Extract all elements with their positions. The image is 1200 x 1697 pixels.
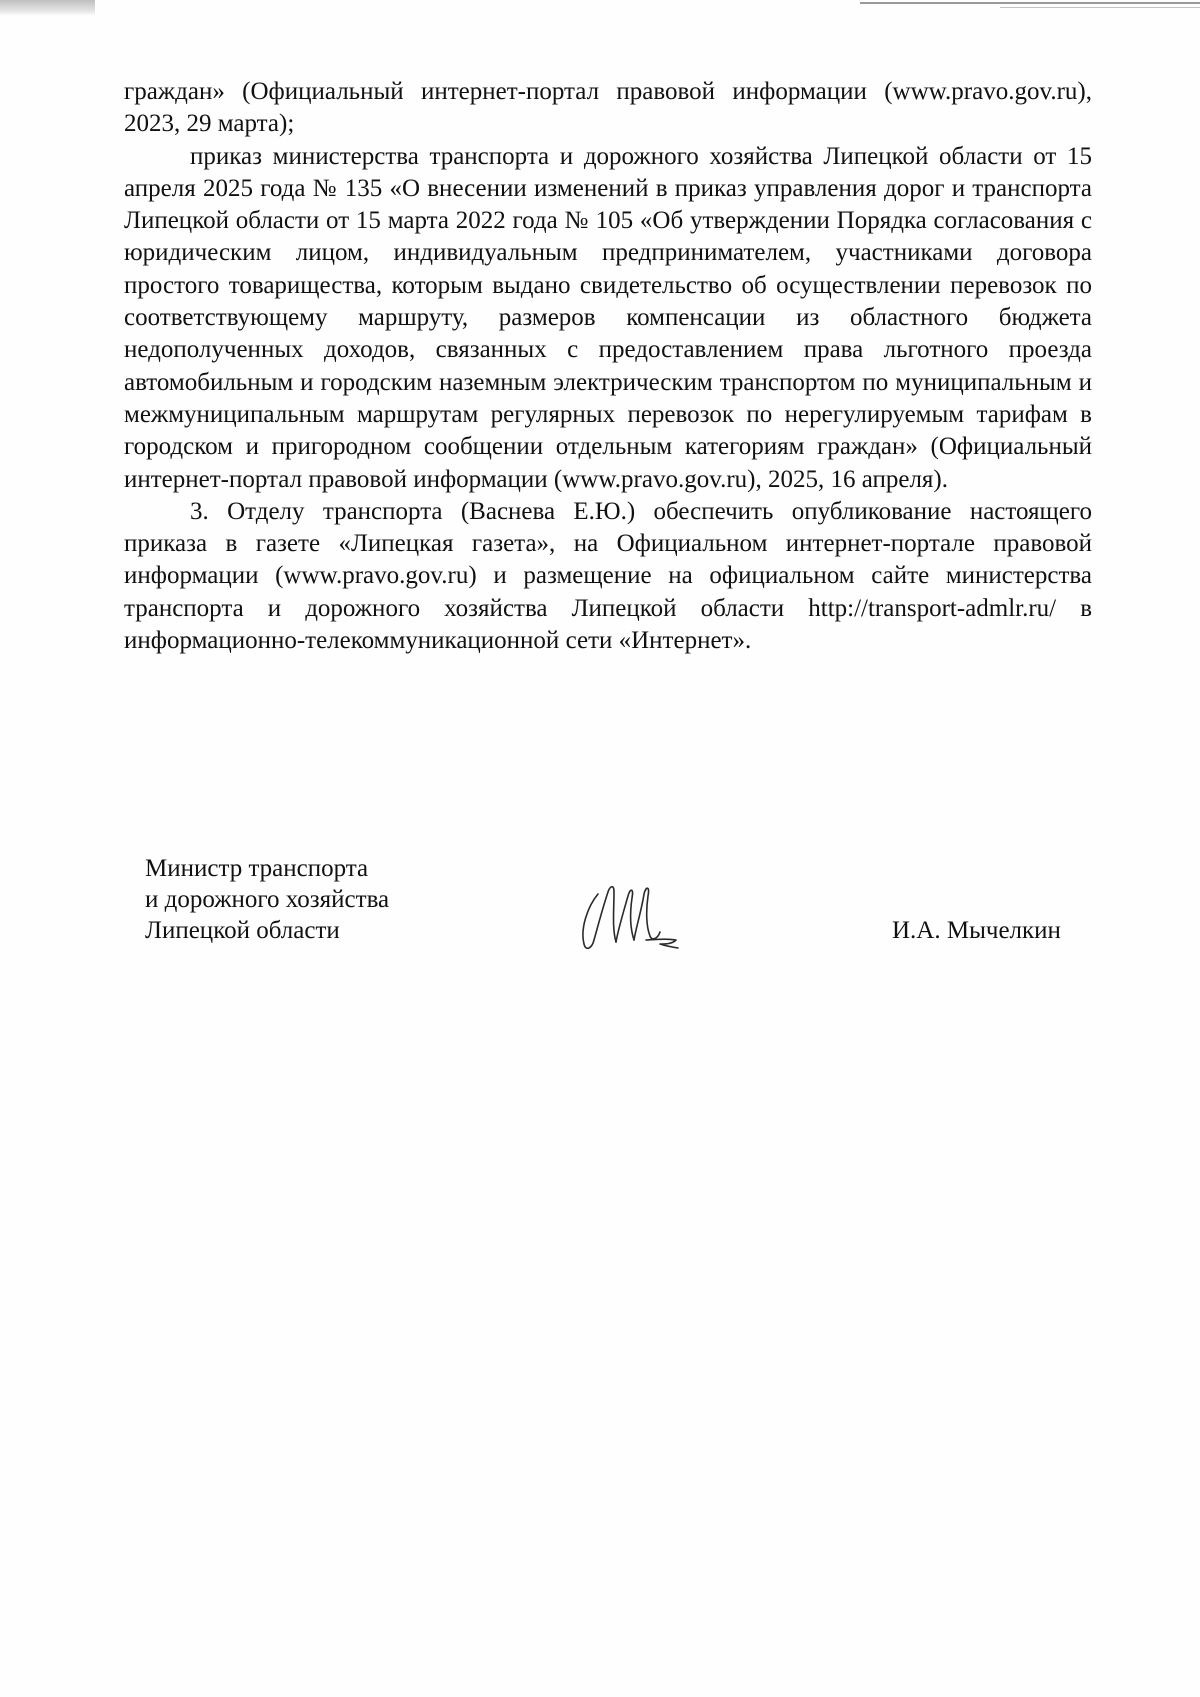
signatory-title-line: и дорожного хозяйства <box>145 886 390 913</box>
document-body <box>124 76 1092 657</box>
signatory-title-line: Липецкой области <box>145 917 340 944</box>
signatory-name: И.А. Мычелкин <box>892 917 1061 944</box>
scan-artifact <box>1000 7 1200 8</box>
signatory-title-line: Министр транспорта <box>145 855 369 882</box>
scan-artifact <box>0 0 95 16</box>
paragraph-order-reference: приказ министерства транспорта и дорожного хозяйства Липецкой области от 15 апреля 2025 года № 135 «О внесении изменений в приказ управления дорог и транспорта Липецкой области от 15 марта 2022 года № 105 «Об утверждении Порядка согласования с юридическим лицом, индивидуальным предпринимателем, участниками договора простого товарищества, которым выдано свидетельство об осуществлении перевозок по соответствующему маршруту, размеров компенсации из областного бюджета недополученных доходов, связанных с предоставлением права льготного проезда автомобильным и городским наземным электрическим транспортом по муниципальным и межмуниципальным маршрутам регулярных перевозок по нерегулируемым тарифам в городском и пригородном сообщении отдельным категориям граждан» (Официальный интернет-портал правовой информации (www.pravo.gov.ru), 2025, 16 апреля). <box>124 142 1092 493</box>
scan-artifact <box>860 2 1200 4</box>
signatory-title <box>145 853 389 946</box>
handwritten-signature <box>574 870 686 958</box>
paragraph-item-3: 3. Отделу транспорта (Васнева Е.Ю.) обеспечить опубликование настоящего приказа в газете «Липецкая газета», на Официальном интернет-портале правовой информации (www.pravo.gov.ru) и размещение на официальном сайте министерства транспорта и дорожного хозяйства Липецкой области http://transport-admlr.ru/ в информационно-телекоммуникационной сети «Интернет». <box>124 497 1092 655</box>
paragraph-continuation: граждан» (Официальный интернет-портал правовой информации (www.pravo.gov.ru), 2023, 29 марта); <box>124 78 1092 138</box>
